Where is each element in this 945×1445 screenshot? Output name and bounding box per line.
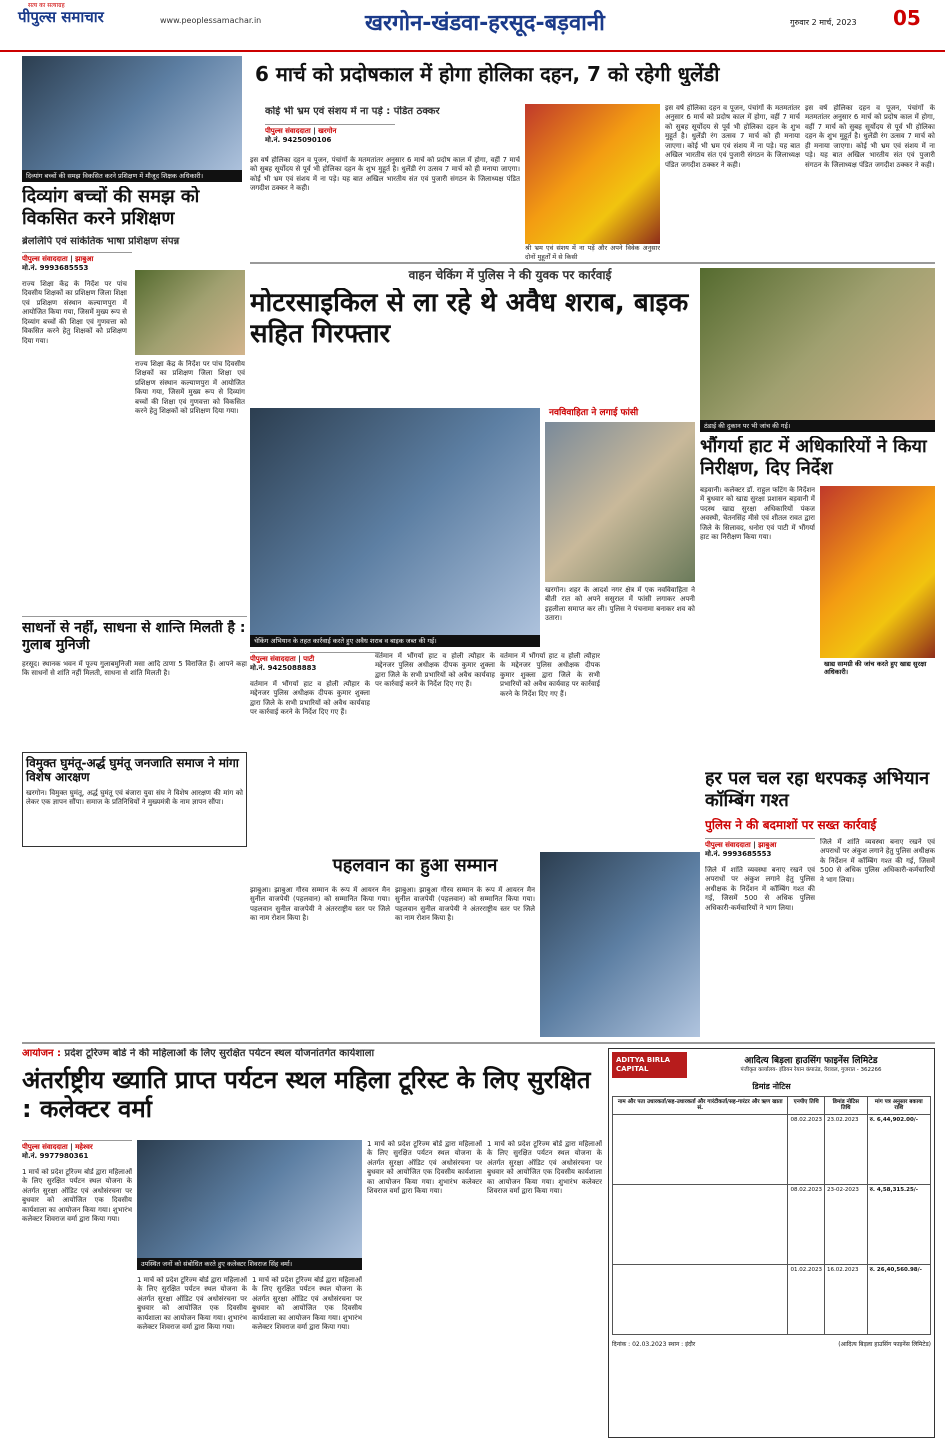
dharpakad-body: जिले में शांति व्यवस्था बनाए रखने एवं अपराधों पर अंकुश लगाने हेतु पुलिस अधीक्षक के निर्देशन में कॉम्बिंग गश्त की गई, जिसमें 500 से अधिक पुलिस अधिकारी-कर्मचारियों ने भाग लिया।	[705, 866, 815, 912]
masthead	[0, 0, 945, 52]
divyang-headline: दिव्यांग बच्चों की समझ को विकसित करने प्रशिक्षण	[22, 186, 200, 229]
notice-col-header: नाम और पता उधारकर्ता/सह-उधारकर्ता और गारंटीकर्ता/सह-गारंटर और ऋण खाता सं.	[613, 1096, 788, 1115]
pehalwan-body: झाबुआ। झाबुआ गौरव सम्मान के रूप में आयरन मैन सुनील वाजपेयी (पहलवान) को सम्मानित किया गया। पहलवान सुनील वाजपेयी ने अंतरराष्ट्रीय स्तर पर जिले का नाम रोशन किया है।	[250, 886, 390, 923]
ad-address: पंजीकृत कार्यालय- इंडियन रेयान कंपाउंड, वेरावल, गुजरात - 362266	[740, 1066, 882, 1073]
divyang-byline: पीपुल्स संवाददाता | झाबुआ मो.नं. 9993685553	[22, 252, 132, 273]
demand-notice-ad	[608, 1048, 935, 1438]
ad-date-place: दिनांक : 02.03.2023 स्थान : इंदौर	[612, 1341, 696, 1349]
holi-byline: पीपुल्स संवाददाता | खरगोन मो.नं. 9425090106	[265, 124, 395, 145]
vimukt-box	[22, 752, 247, 847]
holi-headline: 6 मार्च को प्रदोषकाल में होगा होलिका दहन, 7 को रहेगी धुलेंडी	[255, 62, 720, 86]
vahan-photo-caption: चेकिंग अभियान के तहत कार्रवाई करते हुए अवैध शराब व बाइक जब्त की गई।	[250, 635, 540, 647]
bhongarya-headline: भौंगर्या हाट में अधिकारियों ने किया निरीक्षण, दिए निर्देश	[700, 436, 927, 479]
aditya-birla-logo: ADITYA BIRLA CAPITAL	[612, 1052, 687, 1078]
bhongarya-photo2-caption: खाद्य सामग्री की जांच करते हुए खाद्य सुरक्षा अधिकारी।	[820, 658, 935, 678]
ad-notice-title: डिमांड नोटिस	[752, 1081, 791, 1091]
tourism-body-5: 1 मार्च को प्रदेश टूरिज्म बोर्ड द्वारा महिलाओं के लिए सुरक्षित पर्यटन स्थल योजना के अंतर्गत सुरक्षा ऑडिट एवं अधोसंरचना पर बुधवार को आयोजित एक दिवसीय कार्यशाला का आयोजन किया गया। शुभारंभ कलेक्टर शिवराज वर्मा द्वारा किया गया।	[487, 1140, 602, 1196]
vahan-photo	[250, 408, 540, 643]
bhongarya-body: बड़वानी। कलेक्टर डॉ. राहुल फटिंग के निर्देशन में बुधवार को खाद्य सुरक्षा प्रशासन बड़वानी में पदस्थ खाद्य सुरक्षा अधिकारियों पंकज अवस्थी, चेतनसिंह मीसे एवं शीतल रावत द्वारा जिले के सिलावद, धनोरा एवं पाटी में भौंगर्या हाट का निरीक्षण किया गया।	[700, 486, 815, 542]
vimukt-body: खरगोन। विमुक्त घुमंतू, अर्द्ध घुमंतू एवं बंजारा युवा संघ ने विशेष आरक्षण की मांग को लेकर एक ज्ञापन सौंपा। समाज के प्रतिनिधियों ने मुख्यमंत्री के नाम ज्ञापन सौंपा।	[26, 788, 243, 807]
holi-body: इस वर्ष होलिका दहन व पूजन, पंचांगों के मतमतांतर अनुसार 6 मार्च को प्रदोष काल में होगा, वहीं 7 मार्च को सुबह सूर्योदय से पूर्व भी होलिका दहन के शुभ मुहूर्त है। धुलेंडी रंग उत्सव 7 मार्च को ही मनाया जाएगा। कोई भी भ्रम एवं संशय में ना पड़े। यह बात अखिल भारतीय संत एवं पुजारी संगठन के जिलाध्यक्ष पंडित जगदीश ठक्कर ने कही।	[250, 156, 520, 193]
vahan-kicker: वाहन चेकिंग में पुलिस ने की युवक पर कार्रवाई	[408, 268, 612, 282]
divyang-subhead: ब्रेललिपि एवं सांकेतिक भाषा प्रशिक्षण संपन्न	[22, 236, 180, 247]
tourism-body-4: 1 मार्च को प्रदेश टूरिज्म बोर्ड द्वारा महिलाओं के लिए सुरक्षित पर्यटन स्थल योजना के अंतर्गत सुरक्षा ऑडिट एवं अधोसंरचना पर बुधवार को आयोजित एक दिवसीय कार्यशाला का आयोजन किया गया। शुभारंभ कलेक्टर शिवराज वर्मा द्वारा किया गया।	[367, 1140, 482, 1196]
pehalwan-photo	[540, 852, 700, 1037]
notice-col-header: मांग पत्र अनुसार बकाया राशि	[867, 1096, 930, 1115]
holi-body-3: इस वर्ष होलिका दहन व पूजन, पंचांगों के मतमतांतर अनुसार 6 मार्च को प्रदोष काल में होगा, वहीं 7 मार्च को सुबह सूर्योदय से पूर्व भी होलिका दहन के शुभ मुहूर्त है। धुलेंडी रंग उत्सव 7 मार्च को ही मनाया जाएगा। कोई भी भ्रम एवं संशय में ना पड़े। यह बात अखिल भारतीय संत एवं पुजारी संगठन के जिलाध्यक्ष पंडित जगदीश ठक्कर ने कही।	[805, 104, 935, 169]
tourism-byline: पीपुल्स संवाददाता | महेश्वर मो.नं. 9977980361	[22, 1140, 132, 1161]
tourism-photo	[137, 1140, 362, 1260]
pehalwan-body-2: झाबुआ। झाबुआ गौरव सम्मान के रूप में आयरन मैन सुनील वाजपेयी (पहलवान) को सम्मानित किया गया। पहलवान सुनील वाजपेयी ने अंतरराष्ट्रीय स्तर पर जिले का नाम रोशन किया है।	[395, 886, 535, 923]
divyang-photo	[22, 56, 242, 176]
divyang-photo-2	[135, 270, 245, 355]
dharpakad-headline: हर पल चल रहा धरपकड़ अभियान कॉम्बिंग गश्त	[705, 768, 930, 811]
holi-body-2: इस वर्ष होलिका दहन व पूजन, पंचांगों के मतमतांतर अनुसार 6 मार्च को प्रदोष काल में होगा, वहीं 7 मार्च को सुबह सूर्योदय से पूर्व भी होलिका दहन के शुभ मुहूर्त है। धुलेंडी रंग उत्सव 7 मार्च को ही मनाया जाएगा। कोई भी भ्रम एवं संशय में ना पड़े। यह बात अखिल भारतीय संत एवं पुजारी संगठन के जिलाध्यक्ष पंडित जगदीश ठक्कर ने कही।	[665, 104, 800, 169]
holi-subhead: कोई भी भ्रम एवं संशय में ना पड़े : पंडित ठक्कर	[265, 106, 440, 117]
page-number: 05	[893, 6, 921, 30]
bhongarya-photo	[700, 268, 935, 428]
sadhna-headline: साधनों से नहीं, साधना से शान्ति मिलती है : गुलाब मुनिजी	[22, 620, 246, 653]
tourism-kicker: आयोजन : प्रदेश टूरिज्म बोर्ड ने की महिलाओं के लिए सुरक्षित पर्यटन स्थल योजनांतर्गत कार्यशाला	[22, 1048, 375, 1059]
divyang-body: राज्य शिक्षा केंद्र के निर्देश पर पांच दिवसीय शिक्षकों का प्रशिक्षण जिला शिक्षा एवं प्रशिक्षण संस्थान कल्याणपुरा में आयोजित किया गया, जिसमें मुख्य रूप से दिव्यांग बच्चों की शिक्षा एवं गुणवत्ता को विकसित करने हेतु शिक्षकों को प्रशिक्षण दिया गया।	[22, 280, 127, 345]
notice-col-header: डिमांड नोटिस तिथि	[824, 1096, 867, 1115]
issue-date: गुरुवार 2 मार्च, 2023	[790, 18, 857, 27]
tourism-photo-caption: उपस्थित जनों को संबोधित करते हुए कलेक्टर शिवराज सिंह वर्मा।	[137, 1258, 362, 1270]
holika-image	[525, 104, 660, 244]
vahan-byline: पीपुल्स संवाददाता | पाटी मो.नं. 9425088883	[250, 652, 380, 673]
dharpakad-byline: पीपुल्स संवाददाता | झाबुआ मो.नं. 9993685553	[705, 838, 815, 859]
ad-company: आदित्य बिड़ला हाउसिंग फाइनेंस लिमिटेड	[744, 1055, 878, 1066]
vimukt-headline: विमुक्त घुमंतू-अर्द्ध घुमंतू जनजाति समाज ने मांगा विशेष आरक्षण	[26, 756, 239, 785]
faansi-photo	[545, 422, 695, 582]
sadhna-body: हरसूद। स्थानक भवन में पूज्य गुलाबमुनिजी मसा आदि ठाणा 5 विराजित हैं। आपने कहा कि साधनों से शांति नहीं मिलती, साधना से शांति मिलती है।	[22, 660, 247, 678]
divider	[22, 616, 247, 617]
divider	[22, 1042, 935, 1044]
vahan-body-3: वर्तमान में भौंगर्या हाट व होली त्यौहार के मद्देनजर पुलिस अधीक्षक दीपक कुमार शुक्ला द्वारा जिले के सभी प्रभारियों को अवैध कार्यवाह पर कार्रवाई करने के निर्देश दिए गए हैं।	[500, 652, 600, 698]
ad-signature: (आदित्य बिड़ला हाउसिंग फाइनेंस लिमिटेड)	[838, 1341, 931, 1349]
notice-col-header: एनपीए तिथि	[788, 1096, 825, 1115]
website-url[interactable]: www.peoplessamachar.in	[160, 16, 262, 25]
vahan-body-2: वर्तमान में भौंगर्या हाट व होली त्यौहार के मद्देनजर पुलिस अधीक्षक दीपक कुमार शुक्ला द्वारा जिले के सभी प्रभारियों को अवैध कार्यवाह पर कार्रवाई करने के निर्देश दिए गए हैं।	[375, 652, 495, 689]
tourism-body-3: 1 मार्च को प्रदेश टूरिज्म बोर्ड द्वारा महिलाओं के लिए सुरक्षित पर्यटन स्थल योजना के अंतर्गत सुरक्षा ऑडिट एवं अधोसंरचना पर बुधवार को आयोजित एक दिवसीय कार्यशाला का आयोजन किया गया। शुभारंभ कलेक्टर शिवराज वर्मा द्वारा किया गया।	[252, 1276, 362, 1332]
dharpakad-subhead: पुलिस ने की बदमाशों पर सख्त कार्रवाई	[705, 818, 877, 832]
vahan-headline: मोटरसाइकिल से ला रहे थे अवैध शराब, बाइक सहित गिरफ्तार	[250, 288, 689, 350]
tourism-body-2: 1 मार्च को प्रदेश टूरिज्म बोर्ड द्वारा महिलाओं के लिए सुरक्षित पर्यटन स्थल योजना के अंतर्गत सुरक्षा ऑडिट एवं अधोसंरचना पर बुधवार को आयोजित एक दिवसीय कार्यशाला का आयोजन किया गया। शुभारंभ कलेक्टर शिवराज वर्मा द्वारा किया गया।	[137, 1276, 247, 1332]
notice-row: 01.02.2023 16.02.2023 रु. 26,40,560.98/-	[613, 1265, 931, 1335]
faansi-headline: नवविवाहिता ने लगाई फांसी	[545, 406, 695, 421]
pehalwan-headline: पहलवान का हुआ सम्मान	[332, 855, 498, 876]
vahan-body: वर्तमान में भौंगर्या हाट व होली त्यौहार के मद्देनजर पुलिस अधीक्षक दीपक कुमार शुक्ला द्वारा जिले के सभी प्रभारियों को अवैध कार्यवाह पर कार्रवाई करने के निर्देश दिए गए हैं।	[250, 680, 370, 717]
section-title: खरगोन-खंडवा-हरसूद-बड़वानी	[365, 11, 605, 36]
tourism-headline: अंतर्राष्ट्रीय ख्याति प्राप्त पर्यटन स्थल महिला टूरिस्ट के लिए सुरक्षित : कलेक्टर वर्मा	[22, 1066, 591, 1123]
tourism-body: 1 मार्च को प्रदेश टूरिज्म बोर्ड द्वारा महिलाओं के लिए सुरक्षित पर्यटन स्थल योजना के अंतर्गत सुरक्षा ऑडिट एवं अधोसंरचना पर बुधवार को आयोजित एक दिवसीय कार्यशाला का आयोजन किया गया। शुभारंभ कलेक्टर शिवराज वर्मा द्वारा किया गया।	[22, 1168, 132, 1224]
bhongarya-photo-caption: ठंडाई की दुकान पर भी जांच की गई।	[700, 420, 935, 432]
divyang-body-2: राज्य शिक्षा केंद्र के निर्देश पर पांच दिवसीय शिक्षकों का प्रशिक्षण जिला शिक्षा एवं प्रशिक्षण संस्थान कल्याणपुरा में आयोजित किया गया, जिसमें मुख्य रूप से दिव्यांग बच्चों की शिक्षा एवं गुणवत्ता को विकसित करने हेतु शिक्षकों को प्रशिक्षण दिया गया।	[135, 360, 245, 416]
divyang-photo-caption: दिव्यांग बच्चों की समझ विकसित करने प्रशिक्षण में मौजूद शिक्षक अधिकारी।	[22, 170, 242, 182]
bhongarya-photo-2	[820, 486, 935, 658]
newspaper-logo: सत्य का सत्याग्रह पीपुल्स समाचार	[18, 2, 104, 26]
divider	[250, 262, 935, 264]
notice-table	[612, 1096, 931, 1336]
notice-row: 08.02.2023 23.02.2023 रु. 6,44,902.00/-	[613, 1115, 931, 1185]
dharpakad-body-2: जिले में शांति व्यवस्था बनाए रखने एवं अपराधों पर अंकुश लगाने हेतु पुलिस अधीक्षक के निर्देशन में कॉम्बिंग गश्त की गई, जिसमें 500 से अधिक पुलिस अधिकारी-कर्मचारियों ने भाग लिया।	[820, 838, 935, 884]
faansi-body: खरगोन। शहर के आदर्श नगर क्षेत्र में एक नवविवाहिता ने बीती रात को अपने ससुराल में फांसी लगाकर अपनी इहलीला समाप्त कर ली। पुलिस ने पंचनामा बनाकर शव को उतारा।	[545, 586, 695, 623]
holi-image-caption: श्री भ्रम एवं संशय में ना पड़ें और अपने विवेक अनुसार दोनों मुहूर्तों में से किसी	[525, 244, 660, 261]
notice-row: 08.02.2023 23-02-2023 रु. 4,58,315.25/-	[613, 1185, 931, 1265]
